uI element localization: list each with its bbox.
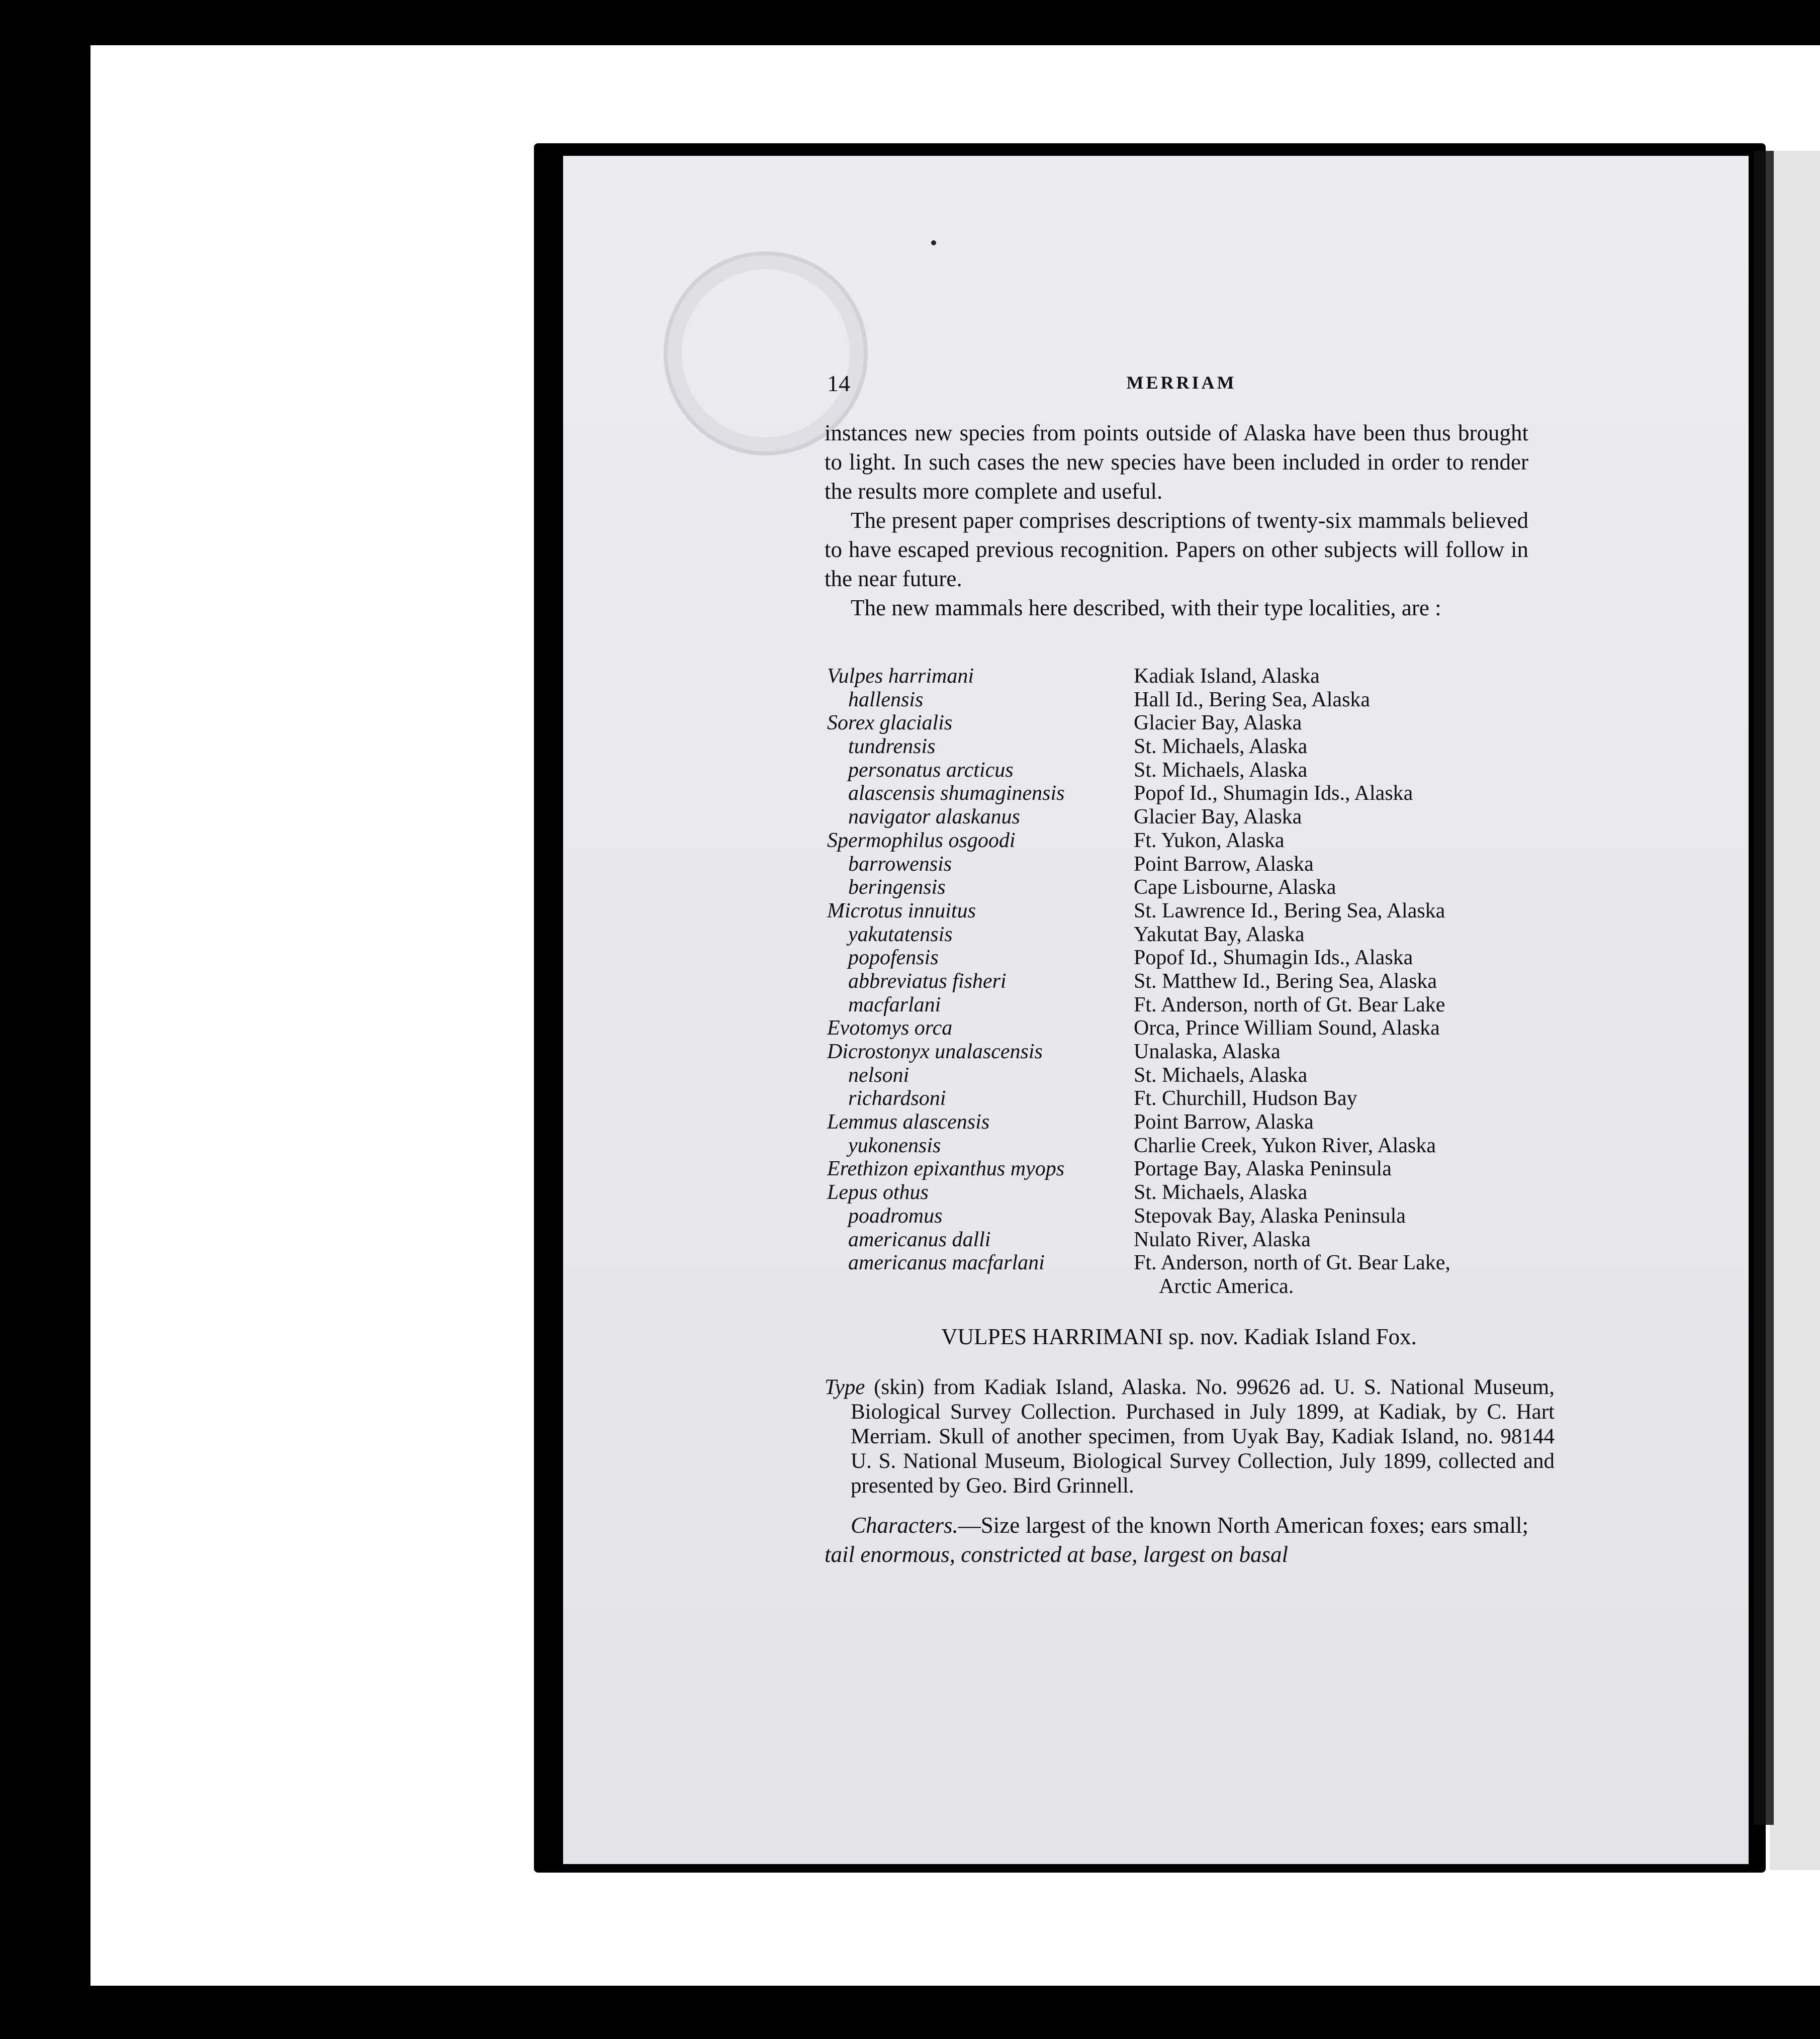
list-item	[827, 1134, 1541, 1158]
species-name: Sorex glacialis	[827, 711, 953, 735]
species-name: abbreviatus fisheri	[848, 969, 1007, 993]
list-item	[827, 1087, 1541, 1110]
type-locality: Popof Id., Shumagin Ids., Alaska	[1134, 946, 1413, 970]
page-header	[827, 370, 1536, 405]
species-name: Spermophilus osgoodi	[827, 828, 1016, 852]
species-name: Lemmus alascensis	[827, 1110, 990, 1134]
type-locality: Glacier Bay, Alaska	[1134, 805, 1302, 829]
intro-paragraph: The present paper comprises descriptions of twenty-six mammals believed to have escaped previous recognition. Papers on other subjects will follow in the near future.	[825, 508, 1528, 591]
species-name: richardsoni	[848, 1087, 946, 1110]
type-description	[825, 1375, 1555, 1498]
type-locality: St. Matthew Id., Bering Sea, Alaska	[1134, 969, 1437, 993]
species-name: Dicrostonyx unalascensis	[827, 1040, 1043, 1063]
type-locality: Portage Bay, Alaska Peninsula	[1134, 1157, 1392, 1181]
list-item	[827, 970, 1541, 993]
species-name: popofensis	[848, 946, 939, 970]
species-name: americanus macfarlani	[848, 1251, 1045, 1275]
type-locality: Yakutat Bay, Alaska	[1134, 922, 1305, 946]
species-name: Microtus innuitus	[827, 899, 976, 922]
type-locality: Unalaska, Alaska	[1134, 1040, 1281, 1063]
type-locality: St. Michaels, Alaska	[1134, 735, 1308, 759]
species-name: alascensis shumaginensis	[848, 782, 1065, 805]
species-name: Evotomys orca	[827, 1016, 953, 1040]
list-item	[827, 1064, 1541, 1087]
type-locality: St. Michaels, Alaska	[1134, 1063, 1308, 1087]
type-locality: Ft. Churchill, Hudson Bay	[1134, 1087, 1357, 1110]
list-item	[827, 1181, 1541, 1204]
list-item	[827, 1157, 1541, 1181]
list-item	[827, 899, 1541, 923]
list-item	[827, 711, 1541, 735]
species-name: personatus arcticus	[848, 758, 1014, 782]
type-locality: Cape Lisbourne, Alaska	[1134, 876, 1336, 899]
list-item	[827, 1204, 1541, 1228]
ink-speck	[931, 240, 936, 245]
list-item	[827, 1251, 1541, 1275]
type-locality: Ft. Anderson, north of Gt. Bear Lake	[1134, 993, 1445, 1016]
type-locality: Charlie Creek, Yukon River, Alaska	[1134, 1134, 1436, 1157]
type-locality-continuation: Arctic America.	[1159, 1274, 1294, 1298]
species-list	[827, 665, 1541, 1299]
species-heading: VULPES HARRIMANI sp. nov. Kadiak Island Fox.	[941, 1324, 1417, 1349]
type-locality: Point Barrow, Alaska	[1134, 1110, 1314, 1134]
intro-paragraph: instances new species from points outside of Alaska have been thus brought to light. In such cases the new species have been included in order to render the results more complete and useful.	[825, 420, 1528, 504]
characters-italic-text: tail enormous, constricted at base, largest on basal	[825, 1542, 1289, 1567]
type-locality: St. Lawrence Id., Bering Sea, Alaska	[1134, 899, 1445, 922]
list-item	[827, 735, 1541, 759]
type-locality: St. Michaels, Alaska	[1134, 1181, 1308, 1204]
species-name: navigator alaskanus	[848, 805, 1020, 829]
list-item	[827, 876, 1541, 899]
type-locality: Nulato River, Alaska	[1134, 1228, 1311, 1251]
list-item	[827, 946, 1541, 970]
type-locality: Kadiak Island, Alaska	[1134, 665, 1320, 688]
species-name: yakutatensis	[848, 922, 953, 946]
scan-bottom-border	[0, 1986, 1820, 2039]
species-name: americanus dalli	[848, 1228, 991, 1251]
page-number: 14	[827, 370, 850, 396]
species-name: Lepus othus	[827, 1181, 929, 1204]
list-item	[827, 805, 1541, 829]
type-locality: Hall Id., Bering Sea, Alaska	[1134, 688, 1371, 711]
list-item	[827, 993, 1541, 1017]
type-locality: Stepovak Bay, Alaska Peninsula	[1134, 1204, 1406, 1228]
list-item	[827, 759, 1541, 782]
species-name: barrowensis	[848, 852, 952, 876]
running-head: MERRIAM	[1126, 373, 1237, 393]
list-item	[827, 665, 1541, 688]
list-item	[827, 1110, 1541, 1134]
type-locality: St. Michaels, Alaska	[1134, 758, 1308, 782]
species-name: macfarlani	[848, 993, 941, 1016]
type-locality: Popof Id., Shumagin Ids., Alaska	[1134, 782, 1413, 805]
facing-page-shadow	[1754, 151, 1774, 1825]
species-name: nelsoni	[848, 1063, 909, 1087]
characters-text: —Size largest of the known North American foxes; ears small;	[958, 1513, 1528, 1538]
characters-description	[825, 1511, 1528, 1569]
species-name: yukonensis	[848, 1134, 941, 1157]
list-item	[827, 853, 1541, 876]
type-text: (skin) from Kadiak Island, Alaska. No. 99626 ad. U. S. National Museum, Biological Survey Collection. Purchased in July 1899, at Kadiak, by C. Hart Merriam. Skull of another specimen, from Uyak Bay, Kadiak Island, no. 98144 U. S. National Museum, Biological Survey Collection, July 1899, collected and presented by Geo. Bird Grinnell.	[851, 1375, 1555, 1498]
type-locality: Glacier Bay, Alaska	[1134, 711, 1302, 735]
type-locality: Point Barrow, Alaska	[1134, 852, 1314, 876]
type-locality: Ft. Anderson, north of Gt. Bear Lake,	[1134, 1251, 1450, 1275]
scan-left-border	[40, 45, 90, 2039]
list-item	[827, 829, 1541, 853]
list-item-continuation	[827, 1275, 1541, 1299]
intro-text	[825, 418, 1528, 622]
list-item	[827, 688, 1541, 712]
species-name: poadromus	[848, 1204, 943, 1228]
list-item	[827, 1040, 1541, 1064]
facing-page-edge	[1770, 151, 1820, 1870]
intro-paragraph: The new mammals here described, with their type localities, are :	[851, 595, 1441, 620]
type-locality: Ft. Yukon, Alaska	[1134, 828, 1285, 852]
characters-label: Characters.	[851, 1513, 958, 1538]
species-name: Erethizon epixanthus myops	[827, 1157, 1065, 1181]
list-item	[827, 782, 1541, 805]
species-name: Vulpes harrimani	[827, 665, 974, 688]
species-name: tundrensis	[848, 735, 936, 759]
species-name: beringensis	[848, 876, 946, 899]
type-label: Type	[825, 1375, 865, 1399]
type-locality: Orca, Prince William Sound, Alaska	[1134, 1016, 1440, 1040]
list-item	[827, 923, 1541, 947]
species-name: hallensis	[848, 688, 924, 711]
list-item	[827, 1228, 1541, 1252]
list-item	[827, 1016, 1541, 1040]
